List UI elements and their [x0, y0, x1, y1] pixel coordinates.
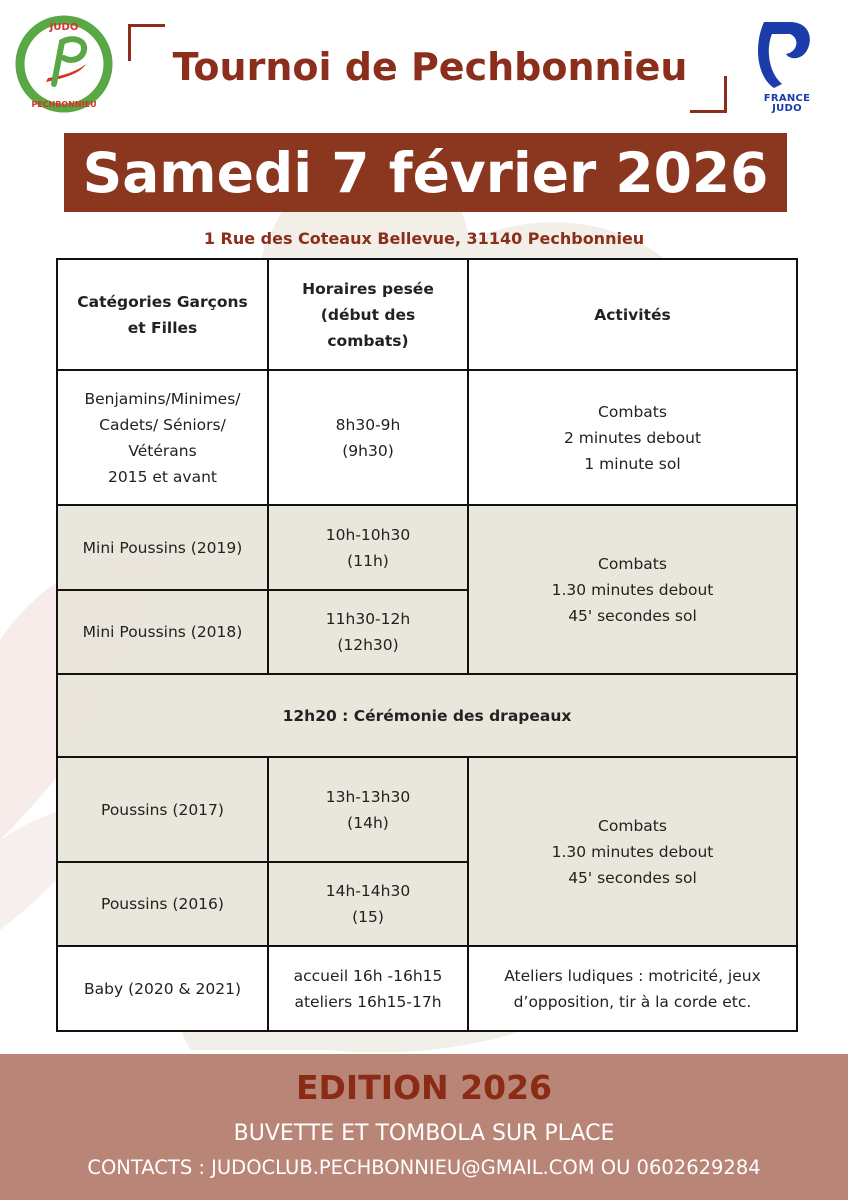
event-address: 1 Rue des Coteaux Bellevue, 31140 Pechbonnieu: [203, 229, 645, 248]
time-line: 8h30-9h: [335, 415, 401, 434]
activity-line: d’opposition, tir à la corde etc.: [513, 992, 752, 1011]
time-line: 13h-13h30: [325, 787, 411, 806]
category-line: Vétérans: [128, 441, 197, 460]
france-judo-emblem: [752, 18, 822, 94]
time-cell: [268, 370, 468, 505]
contacts-text: CONTACTS : JUDOCLUB.PECHBONNIEU@GMAIL.COM OU 0602629284: [87, 1156, 761, 1179]
activity-line: 1.30 minutes debout: [551, 842, 714, 861]
date-banner: [64, 133, 787, 212]
header-activites: Activités: [468, 259, 797, 370]
header-horaires: Horaires pesée (début des combats): [268, 259, 468, 370]
table-row: [57, 946, 797, 1031]
time-cell: [268, 757, 468, 862]
france-judo-logo: [752, 18, 822, 118]
category-line: 2015 et avant: [108, 467, 217, 486]
ceremony-cell: 12h20 : Cérémonie des drapeaux: [57, 674, 797, 757]
time-line: 11h30-12h: [325, 610, 411, 628]
header-categories: Catégories Garçons et Filles: [57, 259, 268, 370]
time-line: 14h-14h30: [325, 882, 411, 900]
time-line: ateliers 16h15-17h: [294, 992, 442, 1011]
activity-line: 45' secondes sol: [568, 868, 697, 887]
category-cell: [57, 370, 268, 505]
activity-line: Combats: [598, 554, 667, 573]
france-judo-text: [752, 94, 822, 114]
category-cell: Mini Poussins (2018): [57, 590, 268, 674]
time-line: accueil 16h -16h15: [293, 966, 443, 985]
category-line: Cadets/ Séniors/: [99, 415, 226, 434]
svg-text:JUDO: JUDO: [49, 22, 79, 33]
category-cell: Baby (2020 & 2021): [57, 946, 268, 1031]
edition-title: EDITION 2026: [295, 1068, 552, 1107]
activity-line: 2 minutes debout: [563, 428, 702, 447]
activity-line: 45' secondes sol: [568, 606, 697, 625]
activity-line: Ateliers ludiques : motricité, jeux: [504, 966, 761, 985]
activity-line: 1 minute sol: [584, 454, 681, 473]
table-row: [57, 505, 797, 590]
table-header-row: [57, 259, 797, 370]
judo-text: JUDO: [772, 103, 802, 114]
event-date: Samedi 7 février 2026: [82, 140, 769, 205]
time-line: 10h-10h30: [325, 525, 411, 544]
club-logo: [14, 14, 114, 114]
category-cell: Poussins (2016): [57, 862, 268, 946]
ceremony-row: [57, 674, 797, 757]
time-line: (11h): [347, 551, 389, 570]
schedule-table: [56, 258, 798, 1032]
activity-cell: [468, 946, 797, 1031]
time-cell: [268, 590, 468, 674]
time-cell: [268, 862, 468, 946]
category-cell: Mini Poussins (2019): [57, 505, 268, 590]
activity-line: Combats: [598, 402, 667, 421]
time-cell: [268, 505, 468, 590]
page-title: Tournoi de Pechbonnieu: [172, 45, 688, 89]
svg-text:PECHBONNIEU: PECHBONNIEU: [31, 100, 97, 109]
activity-cell-mini-poussins: [468, 505, 797, 674]
time-line: (9h30): [342, 441, 394, 460]
table-row: [57, 757, 797, 862]
category-line: Benjamins/Minimes/: [84, 389, 241, 408]
table-row: [57, 370, 797, 505]
buvette-text: BUVETTE ET TOMBOLA SUR PLACE: [233, 1121, 615, 1146]
activity-cell-poussins: [468, 757, 797, 946]
france-text: FRANCE: [763, 93, 811, 104]
activity-cell: [468, 370, 797, 505]
activity-line: Combats: [598, 816, 667, 835]
time-line: (15): [352, 908, 384, 926]
category-cell: Poussins (2017): [57, 757, 268, 862]
time-line: (14h): [347, 813, 389, 832]
time-cell: [268, 946, 468, 1031]
activity-line: 1.30 minutes debout: [551, 580, 714, 599]
footer-banner: [0, 1054, 848, 1200]
time-line: (12h30): [337, 636, 399, 654]
